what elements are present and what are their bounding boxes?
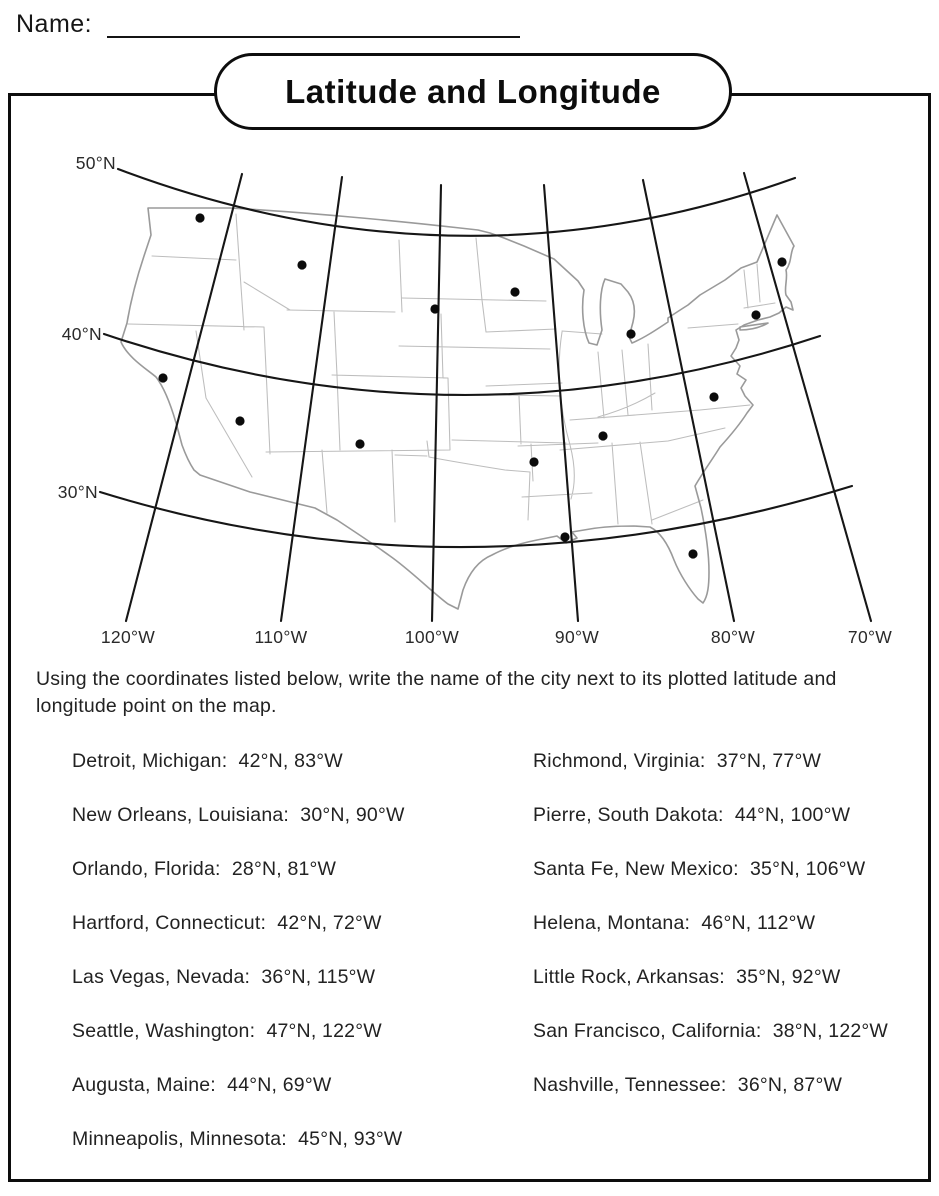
list-item: Santa Fe, New Mexico: 35°N, 106°W	[533, 858, 866, 880]
us-outline	[121, 208, 794, 609]
city-dot	[751, 310, 760, 319]
city-dot	[777, 257, 786, 266]
latitude-line-50n	[118, 169, 795, 236]
city-dot	[235, 416, 244, 425]
city-dot	[195, 213, 204, 222]
list-item: Hartford, Connecticut: 42°N, 72°W	[72, 912, 382, 934]
us-map	[11, 99, 928, 659]
city-dot	[529, 457, 538, 466]
instructions-text: Using the coordinates listed below, write the name of the city next to its plotted latitude and longitude point on the map.	[36, 668, 837, 717]
list-item: Las Vegas, Nevada: 36°N, 115°W	[72, 966, 376, 988]
list-item: Nashville, Tennessee: 36°N, 87°W	[533, 1074, 843, 1096]
latitude-line-30n	[100, 486, 852, 547]
page-title	[214, 53, 732, 130]
list-item: Little Rock, Arkansas: 35°N, 92°W	[533, 966, 841, 988]
name-blank-line[interactable]	[107, 12, 520, 38]
list-item: Pierre, South Dakota: 44°N, 100°W	[533, 804, 851, 826]
lon-label-110w: 110°W	[254, 627, 308, 647]
lon-label-100w: 100°W	[404, 627, 460, 647]
city-list-right-column	[533, 744, 888, 1122]
list-item: San Francisco, California: 38°N, 122°W	[533, 1020, 889, 1042]
city-dots	[158, 213, 786, 558]
longitude-line-120w	[126, 174, 242, 621]
city-list-left-column	[72, 744, 405, 1176]
list-item: New Orleans, Louisiana: 30°N, 90°W	[72, 804, 405, 826]
city-dot	[598, 431, 607, 440]
city-dot	[355, 439, 364, 448]
list-item: Detroit, Michigan: 42°N, 83°W	[72, 750, 343, 772]
longitude-line-90w	[544, 185, 578, 621]
list-item: Helena, Montana: 46°N, 112°W	[533, 912, 816, 934]
city-dot	[709, 392, 718, 401]
lat-label-40n: 40°N	[61, 324, 102, 344]
lon-label-120w: 120°W	[100, 627, 156, 647]
long-island-outline	[740, 323, 768, 330]
list-item: Richmond, Virginia: 37°N, 77°W	[533, 750, 822, 772]
longitude-line-110w	[281, 177, 342, 621]
name-label: Name:	[16, 10, 93, 38]
lat-label-50n: 50°N	[75, 153, 116, 173]
lon-label-70w: 70°W	[847, 627, 893, 647]
lon-label-90w: 90°W	[554, 627, 600, 647]
page-title-text: Latitude and Longitude	[285, 72, 661, 110]
lat-label-30n: 30°N	[57, 482, 98, 502]
list-item: Orlando, Florida: 28°N, 81°W	[72, 858, 337, 880]
city-dot	[158, 373, 167, 382]
city-dot	[297, 260, 306, 269]
list-item: Minneapolis, Minnesota: 45°N, 93°W	[72, 1128, 403, 1150]
list-item: Augusta, Maine: 44°N, 69°W	[72, 1074, 332, 1096]
lon-label-80w: 80°W	[710, 627, 756, 647]
city-dot	[626, 329, 635, 338]
city-dot	[430, 304, 439, 313]
longitude-line-100w	[432, 185, 441, 621]
city-dot	[560, 532, 569, 541]
city-dot	[688, 549, 697, 558]
longitude-line-70w	[744, 173, 871, 621]
list-item: Seattle, Washington: 47°N, 122°W	[72, 1020, 382, 1042]
city-dot	[510, 287, 519, 296]
latitude-line-40n	[104, 334, 820, 395]
